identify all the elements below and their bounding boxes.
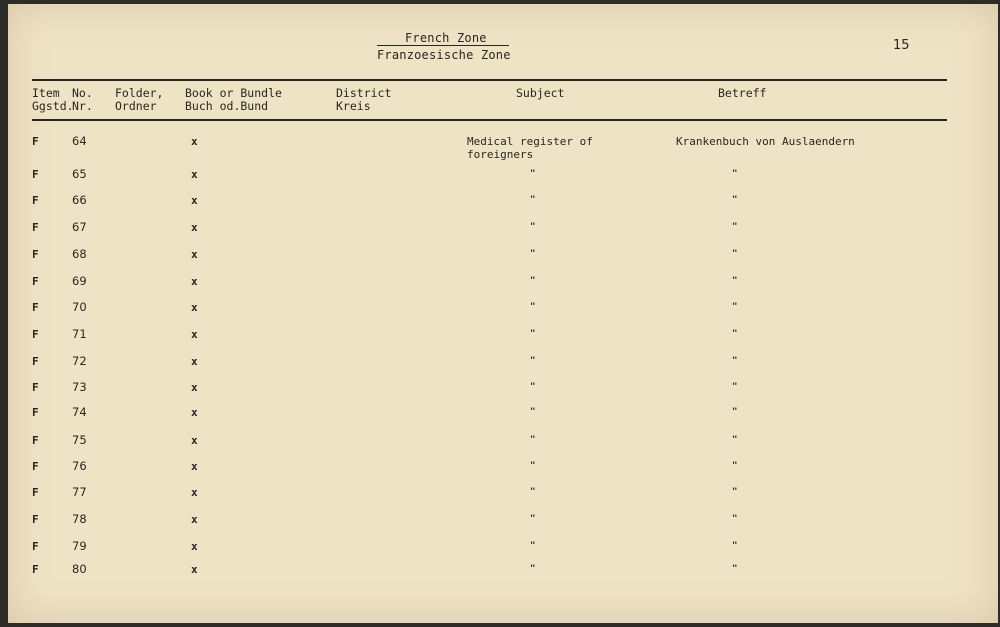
book-cell: x [191, 355, 198, 368]
table-row [8, 381, 998, 401]
book-cell: x [191, 434, 198, 447]
betreff-cell: " [732, 169, 738, 179]
number-cell: 73 [72, 380, 87, 394]
book-cell: x [191, 381, 198, 394]
item-cell: F [32, 355, 39, 368]
number-cell: 71 [72, 327, 87, 341]
book-cell: x [191, 135, 198, 148]
betreff-cell: " [732, 435, 738, 445]
item-cell: F [32, 248, 39, 261]
table-row [8, 434, 998, 454]
number-cell: 79 [72, 539, 87, 553]
column-header-book: Book or Bundle Buch od.Bund [185, 86, 282, 113]
subject-cell: " [530, 382, 536, 392]
page-number: 15 [893, 38, 910, 53]
betreff-cell: Krankenbuch von Auslaendern [676, 135, 855, 148]
subject-cell: " [530, 514, 536, 524]
book-cell: x [191, 513, 198, 526]
betreff-cell: " [732, 222, 738, 232]
table-row [8, 355, 998, 375]
subject-cell: " [530, 407, 536, 417]
item-cell: F [32, 540, 39, 553]
subject-cell: " [530, 356, 536, 366]
table-row [8, 460, 998, 480]
column-header-no: No. Nr. [72, 86, 93, 113]
column-header-item: Item Ggstd. [32, 86, 74, 113]
table-row [8, 406, 998, 426]
table-row [8, 221, 998, 241]
betreff-cell: " [732, 564, 738, 574]
number-cell: 78 [72, 512, 87, 526]
item-cell: F [32, 221, 39, 234]
subject-cell: " [530, 564, 536, 574]
header-top-rule [32, 79, 947, 81]
book-cell: x [191, 540, 198, 553]
number-cell: 77 [72, 485, 87, 499]
betreff-cell: " [732, 514, 738, 524]
number-cell: 70 [72, 300, 87, 314]
subject-cell: " [530, 461, 536, 471]
betreff-cell: " [732, 195, 738, 205]
number-cell: 65 [72, 167, 87, 181]
subject-cell: " [530, 195, 536, 205]
number-cell: 66 [72, 193, 87, 207]
table-row [8, 513, 998, 533]
number-cell: 74 [72, 405, 87, 419]
column-header-betreff: Betreff [718, 86, 767, 100]
book-cell: x [191, 248, 198, 261]
table-row [8, 301, 998, 321]
betreff-cell: " [732, 407, 738, 417]
subject-cell: " [530, 329, 536, 339]
subject-cell: " [530, 487, 536, 497]
zone-title-english: French Zone [405, 31, 487, 45]
betreff-cell: " [732, 461, 738, 471]
table-row [8, 194, 998, 214]
number-cell: 64 [72, 134, 87, 148]
subject-cell: Medical register of foreigners [467, 135, 593, 161]
zone-title-german: Franzoesische Zone [377, 48, 511, 62]
book-cell: x [191, 301, 198, 314]
betreff-cell: " [732, 541, 738, 551]
table-row [8, 540, 998, 560]
table-row [8, 168, 998, 188]
table-row [8, 563, 998, 583]
betreff-cell: " [732, 249, 738, 259]
subject-cell: " [530, 222, 536, 232]
item-cell: F [32, 301, 39, 314]
book-cell: x [191, 328, 198, 341]
subject-cell: " [530, 435, 536, 445]
betreff-cell: " [732, 356, 738, 366]
book-cell: x [191, 563, 198, 576]
number-cell: 75 [72, 433, 87, 447]
betreff-cell: " [732, 329, 738, 339]
subject-cell: " [530, 249, 536, 259]
number-cell: 68 [72, 247, 87, 261]
book-cell: x [191, 406, 198, 419]
subject-cell: " [530, 302, 536, 312]
number-cell: 67 [72, 220, 87, 234]
betreff-cell: " [732, 276, 738, 286]
number-cell: 69 [72, 274, 87, 288]
subject-cell: " [530, 541, 536, 551]
item-cell: F [32, 135, 39, 148]
betreff-cell: " [732, 382, 738, 392]
table-row [8, 486, 998, 506]
item-cell: F [32, 194, 39, 207]
betreff-cell: " [732, 487, 738, 497]
book-cell: x [191, 486, 198, 499]
number-cell: 76 [72, 459, 87, 473]
table-row [8, 275, 998, 295]
book-cell: x [191, 168, 198, 181]
item-cell: F [32, 328, 39, 341]
item-cell: F [32, 381, 39, 394]
number-cell: 72 [72, 354, 87, 368]
document-page [8, 4, 998, 623]
book-cell: x [191, 194, 198, 207]
item-cell: F [32, 275, 39, 288]
column-header-district: District Kreis [336, 86, 392, 113]
item-cell: F [32, 434, 39, 447]
book-cell: x [191, 221, 198, 234]
table-row [8, 328, 998, 348]
item-cell: F [32, 513, 39, 526]
item-cell: F [32, 406, 39, 419]
item-cell: F [32, 460, 39, 473]
number-cell: 80 [72, 562, 87, 576]
betreff-cell: " [732, 302, 738, 312]
column-header-subject: Subject [516, 86, 565, 100]
header-bottom-rule [32, 119, 947, 121]
book-cell: x [191, 275, 198, 288]
table-row [8, 134, 998, 161]
title-underline [377, 45, 509, 46]
table-row [8, 248, 998, 268]
item-cell: F [32, 563, 39, 576]
book-cell: x [191, 460, 198, 473]
item-cell: F [32, 486, 39, 499]
item-cell: F [32, 168, 39, 181]
subject-cell: " [530, 169, 536, 179]
column-header-folder: Folder, Ordner [115, 86, 164, 113]
subject-cell: " [530, 276, 536, 286]
